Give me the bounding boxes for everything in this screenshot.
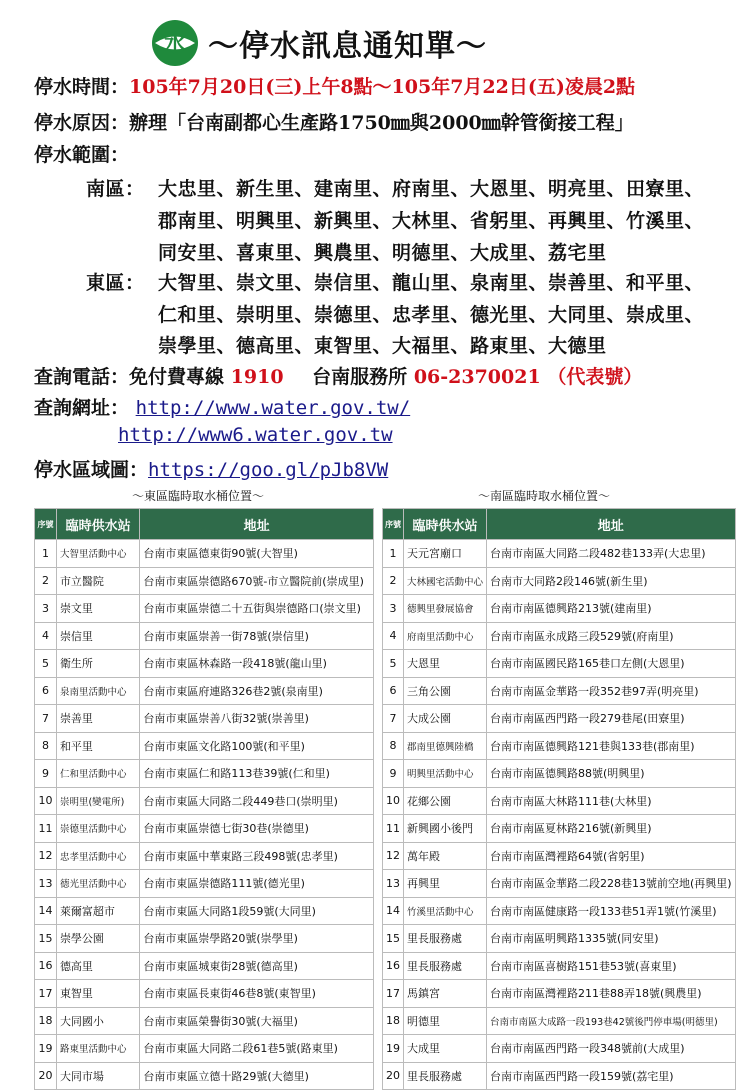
cell-address: 台南市東區崇德路111號(德光里) <box>140 870 374 898</box>
table-row <box>35 952 374 980</box>
cell-no: 4 <box>383 622 404 650</box>
cell-station: 大同國小 <box>56 1007 139 1035</box>
cell-no: 11 <box>35 815 57 843</box>
cell-address: 台南市東區大同路二段449巷口(崇明里) <box>140 787 374 815</box>
cell-address: 台南市東區中華東路三段498號(忠孝里) <box>140 842 374 870</box>
cell-no: 14 <box>35 897 57 925</box>
cell-address: 台南市南區德興路88號(明興里) <box>487 760 736 788</box>
table-row <box>35 870 374 898</box>
table-row <box>383 705 736 733</box>
cell-address: 台南市東區崇德路670號-市立醫院前(崇成里) <box>140 567 374 595</box>
table-row <box>383 732 736 760</box>
cell-station: 府南里活動中心 <box>404 622 487 650</box>
table-row <box>383 1062 736 1090</box>
cell-station: 忠孝里活動中心 <box>56 842 139 870</box>
cell-no: 16 <box>35 952 57 980</box>
table-row <box>35 567 374 595</box>
cell-station: 崇善里 <box>56 705 139 733</box>
cell-station: 路東里活動中心 <box>56 1035 139 1063</box>
cell-station: 大成里 <box>404 1035 487 1063</box>
table-row <box>35 897 374 925</box>
cell-address: 台南市東區崇善八街32號(崇善里) <box>140 705 374 733</box>
outage-time-label: 停水時間： <box>34 76 130 98</box>
cell-address: 台南市南區灣裡路211巷88弄18號(興農里) <box>487 980 736 1008</box>
south-table-body <box>383 540 736 1090</box>
south-village-line: 大忠里、新生里、建南里、府南里、大恩里、明亮里、田寮里、 <box>158 178 705 200</box>
cell-address: 台南市大同路2段146號(新生里) <box>487 567 736 595</box>
outage-reason-value: 辦理「台南副都心生產路1750㎜與2000㎜幹管銜接工程」 <box>129 112 634 134</box>
table-row <box>383 595 736 623</box>
cell-station: 大恩里 <box>404 650 487 678</box>
cell-address: 台南市東區林森路一段418號(龍山里) <box>140 650 374 678</box>
cell-no: 5 <box>383 650 404 678</box>
cell-address: 台南市東區德東街90號(大智里) <box>140 540 374 568</box>
table-row <box>35 650 374 678</box>
cell-address: 台南市南區大林路111巷(大林里) <box>487 787 736 815</box>
cell-station: 大同市場 <box>56 1062 139 1090</box>
cell-address: 台南市南區灣裡路64號(省躬里) <box>487 842 736 870</box>
hotline-number: 1910 <box>230 366 284 388</box>
cell-no: 11 <box>383 815 404 843</box>
cell-address: 台南市東區立德十路29號(大德里) <box>140 1062 374 1090</box>
outage-map-link[interactable]: https://goo.gl/pJb8VW <box>148 459 389 481</box>
water-company-logo-icon <box>150 18 200 68</box>
east-water-station-table <box>34 508 374 1090</box>
cell-address: 台南市南區西門路一段348號前(大成里) <box>487 1035 736 1063</box>
office-number-note: （代表號） <box>547 366 643 388</box>
table-row <box>35 842 374 870</box>
cell-address: 台南市南區國民路165巷口左側(大恩里) <box>487 650 736 678</box>
cell-address: 台南市東區崇善一街78號(崇信里) <box>140 622 374 650</box>
cell-station: 崇信里 <box>56 622 139 650</box>
cell-no: 18 <box>383 1007 404 1035</box>
page-title: ～停水訊息通知單～ <box>208 29 487 64</box>
table-row <box>383 760 736 788</box>
contact-web-2 <box>118 424 393 446</box>
cell-no: 16 <box>383 952 404 980</box>
table-row <box>35 732 374 760</box>
east-table-caption: ～東區臨時取水桶位置～ <box>132 489 265 503</box>
table-row <box>35 787 374 815</box>
cell-no: 20 <box>35 1062 57 1090</box>
cell-no: 8 <box>383 732 404 760</box>
cell-station: 泉南里活動中心 <box>56 677 139 705</box>
table-row <box>383 622 736 650</box>
cell-address: 台南市南區夏林路216號(新興里) <box>487 815 736 843</box>
outage-reason-label: 停水原因： <box>34 112 130 134</box>
table-row <box>383 897 736 925</box>
cell-no: 17 <box>383 980 404 1008</box>
cell-station: 德興里發展協會 <box>404 595 487 623</box>
outage-map <box>34 455 388 482</box>
outage-map-label: 停水區域圖： <box>34 459 149 481</box>
cell-no: 19 <box>35 1035 57 1063</box>
table-row <box>383 1007 736 1035</box>
cell-no: 6 <box>35 677 57 705</box>
cell-address: 台南市東區崇德二十五街與崇德路口(崇文里) <box>140 595 374 623</box>
website-link-2[interactable]: http://www6.water.gov.tw <box>118 424 393 446</box>
outage-reason <box>34 108 634 135</box>
table-row <box>383 980 736 1008</box>
cell-address: 台南市東區崇德七街30巷(崇德里) <box>140 815 374 843</box>
cell-station: 萊爾富超市 <box>56 897 139 925</box>
cell-address: 台南市南區德興路121巷與133巷(郡南里) <box>487 732 736 760</box>
cell-no: 3 <box>35 595 57 623</box>
cell-address: 台南市南區金華路一段352巷97弄(明亮里) <box>487 677 736 705</box>
cell-station: 德光里活動中心 <box>56 870 139 898</box>
cell-no: 20 <box>383 1062 404 1090</box>
cell-address: 台南市南區金華路二段228巷13號前空地(再興里) <box>487 870 736 898</box>
cell-station: 再興里 <box>404 870 487 898</box>
cell-address: 台南市東區府連路326巷2號(泉南里) <box>140 677 374 705</box>
hotline-label: 免付費專線 <box>129 366 225 388</box>
cell-address: 台南市南區健康路一段133巷51弄1號(竹溪里) <box>487 897 736 925</box>
cell-no: 13 <box>383 870 404 898</box>
cell-no: 8 <box>35 732 57 760</box>
outage-time-value: 105年7月20日(三)上午8點～105年7月22日(五)凌晨2點 <box>129 76 636 98</box>
cell-address: 台南市東區長東街46巷8號(東智里) <box>140 980 374 1008</box>
header <box>150 18 487 68</box>
cell-no: 1 <box>35 540 57 568</box>
east-village-line: 崇學里、德高里、東智里、大福里、路東里、大德里 <box>158 335 607 357</box>
cell-station: 大智里活動中心 <box>56 540 139 568</box>
contact-phone <box>34 362 642 389</box>
cell-no: 4 <box>35 622 57 650</box>
cell-no: 14 <box>383 897 404 925</box>
column-header: 臨時供水站 <box>404 509 487 540</box>
east-district-label: 東區： <box>86 272 145 294</box>
table-row <box>383 540 736 568</box>
cell-station: 馬鎮宮 <box>404 980 487 1008</box>
table-row <box>35 622 374 650</box>
east-village-line: 仁和里、崇明里、崇德里、忠孝里、德光里、大同里、崇成里、 <box>158 304 705 326</box>
cell-address: 台南市東區仁和路113巷39號(仁和里) <box>140 760 374 788</box>
table-row <box>35 760 374 788</box>
cell-no: 18 <box>35 1007 57 1035</box>
cell-no: 6 <box>383 677 404 705</box>
cell-station: 仁和里活動中心 <box>56 760 139 788</box>
cell-no: 15 <box>383 925 404 953</box>
cell-station: 東智里 <box>56 980 139 1008</box>
south-district-label: 南區： <box>86 178 145 200</box>
table-row <box>35 980 374 1008</box>
column-header: 序號 <box>35 509 57 540</box>
cell-station: 花鄉公園 <box>404 787 487 815</box>
south-water-station-table <box>382 508 736 1090</box>
cell-station: 衛生所 <box>56 650 139 678</box>
cell-station: 市立醫院 <box>56 567 139 595</box>
cell-station: 明興里活動中心 <box>404 760 487 788</box>
cell-station: 天元宮廟口 <box>404 540 487 568</box>
cell-station: 和平里 <box>56 732 139 760</box>
table-row <box>35 705 374 733</box>
cell-address: 台南市東區崇學路20號(崇學里) <box>140 925 374 953</box>
contact-phone-label: 查詢電話： <box>34 366 130 388</box>
east-table-body <box>35 540 374 1090</box>
cell-no: 3 <box>383 595 404 623</box>
cell-address: 台南市東區榮譽街30號(大福里) <box>140 1007 374 1035</box>
cell-no: 9 <box>383 760 404 788</box>
cell-no: 2 <box>35 567 57 595</box>
table-row <box>35 925 374 953</box>
table-row <box>383 1035 736 1063</box>
cell-address: 台南市東區城東街28號(德高里) <box>140 952 374 980</box>
cell-station: 萬年殿 <box>404 842 487 870</box>
cell-station: 新興國小後門 <box>404 815 487 843</box>
cell-no: 12 <box>383 842 404 870</box>
south-village-line: 同安里、喜東里、興農里、明德里、大成里、荔宅里 <box>158 242 607 264</box>
cell-no: 1 <box>383 540 404 568</box>
table-row <box>383 787 736 815</box>
cell-no: 10 <box>35 787 57 815</box>
cell-address: 台南市南區大同路二段482巷133弄(大忠里) <box>487 540 736 568</box>
cell-address: 台南市南區喜樹路151巷53號(喜東里) <box>487 952 736 980</box>
contact-web-label: 查詢網址： <box>34 397 130 419</box>
cell-station: 里長服務處 <box>404 1062 487 1090</box>
table-row <box>383 815 736 843</box>
south-village-line: 郡南里、明興里、新興里、大林里、省躬里、再興里、竹溪里、 <box>158 210 705 232</box>
cell-station: 崇明里(變電所) <box>56 787 139 815</box>
cell-station: 崇文里 <box>56 595 139 623</box>
cell-no: 13 <box>35 870 57 898</box>
cell-address: 台南市南區西門路一段279巷尾(田寮里) <box>487 705 736 733</box>
cell-no: 10 <box>383 787 404 815</box>
table-row <box>383 677 736 705</box>
contact-web <box>34 393 410 420</box>
cell-station: 崇德里活動中心 <box>56 815 139 843</box>
cell-no: 5 <box>35 650 57 678</box>
table-row <box>383 925 736 953</box>
table-row <box>35 677 374 705</box>
cell-address: 台南市南區永成路三段529號(府南里) <box>487 622 736 650</box>
office-label: 台南服務所 <box>312 366 408 388</box>
column-header: 序號 <box>383 509 404 540</box>
cell-no: 2 <box>383 567 404 595</box>
table-row <box>383 567 736 595</box>
table-row <box>35 1007 374 1035</box>
cell-address: 台南市東區文化路100號(和平里) <box>140 732 374 760</box>
cell-no: 15 <box>35 925 57 953</box>
cell-station: 大林國宅活動中心 <box>404 567 487 595</box>
cell-no: 12 <box>35 842 57 870</box>
table-row <box>383 842 736 870</box>
cell-no: 17 <box>35 980 57 1008</box>
column-header: 地址 <box>487 509 736 540</box>
office-number: 06-2370021 <box>413 366 541 388</box>
cell-station: 明德里 <box>404 1007 487 1035</box>
website-link-1[interactable]: http://www.water.gov.tw/ <box>135 397 411 419</box>
table-row <box>35 595 374 623</box>
table-row <box>383 952 736 980</box>
table-row <box>383 650 736 678</box>
cell-station: 竹溪里活動中心 <box>404 897 487 925</box>
table-row <box>35 1062 374 1090</box>
cell-station: 三角公園 <box>404 677 487 705</box>
column-header: 臨時供水站 <box>56 509 139 540</box>
cell-station: 郡南里德興陸橋 <box>404 732 487 760</box>
cell-address: 台南市南區西門路一段159號(荔宅里) <box>487 1062 736 1090</box>
cell-address: 台南市南區明興路1335號(同安里) <box>487 925 736 953</box>
column-header: 地址 <box>140 509 374 540</box>
cell-address: 台南市東區大同路二段61巷5號(路東里) <box>140 1035 374 1063</box>
cell-address: 台南市東區大同路1段59號(大同里) <box>140 897 374 925</box>
cell-no: 19 <box>383 1035 404 1063</box>
table-row <box>35 540 374 568</box>
cell-address: 台南市南區德興路213號(建南里) <box>487 595 736 623</box>
cell-no: 7 <box>383 705 404 733</box>
cell-station: 里長服務處 <box>404 952 487 980</box>
cell-station: 崇學公園 <box>56 925 139 953</box>
table-row <box>383 870 736 898</box>
south-table-caption: ～南區臨時取水桶位置～ <box>478 489 611 503</box>
cell-no: 9 <box>35 760 57 788</box>
cell-station: 大成公園 <box>404 705 487 733</box>
table-row <box>35 815 374 843</box>
cell-no: 7 <box>35 705 57 733</box>
svg-text:水: 水 <box>163 31 187 57</box>
cell-address: 台南市南區大成路一段193巷42號後門停車場(明德里) <box>487 1007 736 1035</box>
outage-time <box>34 72 635 99</box>
table-row <box>35 1035 374 1063</box>
east-village-line: 大智里、崇文里、崇信里、龍山里、泉南里、崇善里、和平里、 <box>158 272 705 294</box>
cell-station: 德高里 <box>56 952 139 980</box>
cell-station: 里長服務處 <box>404 925 487 953</box>
outage-range-label: 停水範圍： <box>34 144 130 166</box>
